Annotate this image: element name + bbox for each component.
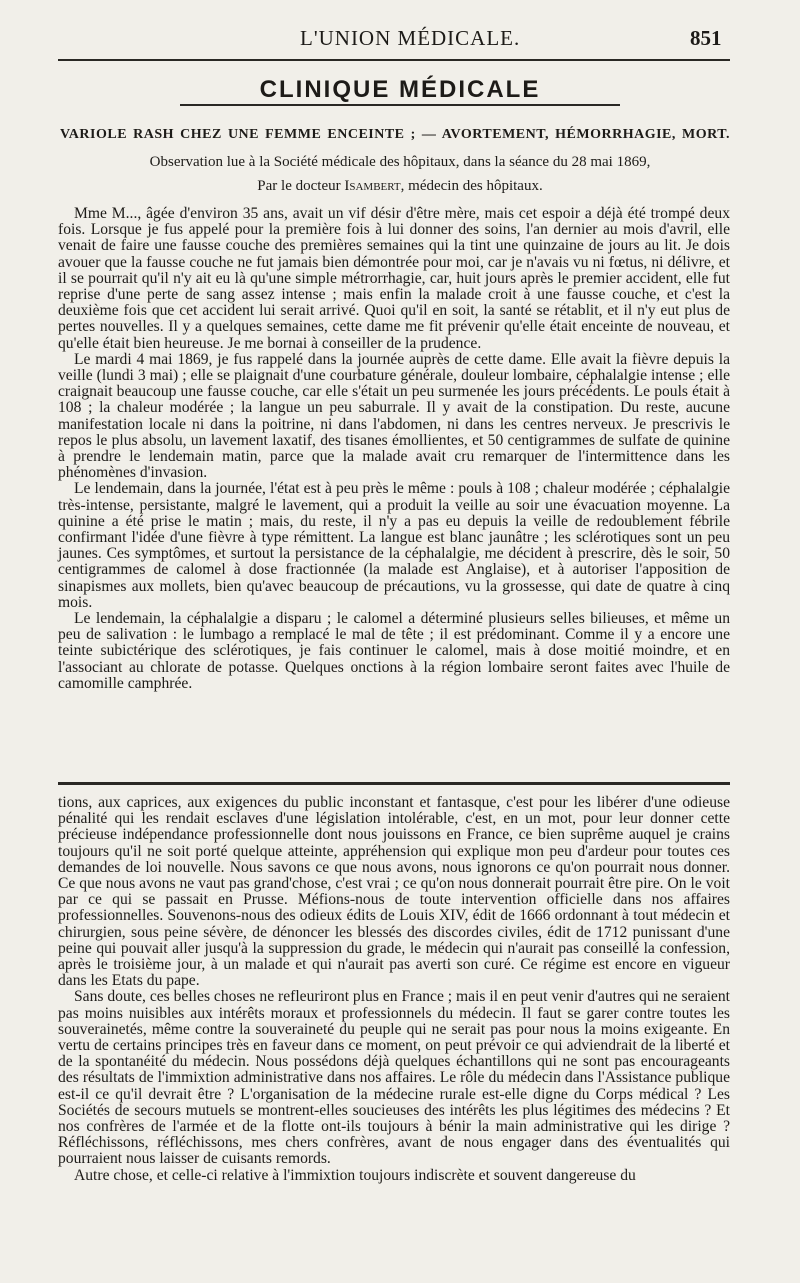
header-rule xyxy=(58,59,730,61)
byline-prefix: Par le docteur xyxy=(257,178,341,194)
paragraph: Autre chose, et celle-ci relative à l'immixtion toujours indiscrète et souvent dangereuse du xyxy=(74,1166,636,1184)
paragraph: Sans doute, ces belles choses ne refleuriront plus en France ; mais il en peut venir d'autres qui ne seraient pas moins nuisibles aux intérêts moraux et professionnels du médecin. Il faut se garer contre toutes les souverainetés, même contre la souveraineté du peuple qui ne serait pas pour nous la moins exigeante. En vertu de certains principes très en faveur dans ce moment, on peut prévoir ce qui adviendrait de la liberté et de la spontanéité du médecin. Nous possédons déjà quelques échantillons qui ne sont pas encourageants des résultats de l'immixtion administrative dans nos affaires. Le rôle du médecin dans l'Assistance publique est-il ce qu'il devrait être ? L'organisation de la médecine rurale est-elle digne du Corps médical ? Les Sociétés de secours mutuels se montrent-elles soucieuses des intérêts les plus légitimes des médecins ? Et nos confrères de l'armée et de la flotte ont-ils toujours à bénir la main administrative qui les dirige ? Réfléchissons, réfléchissons, mes chers confrères, avant de nous engager dans des éventualités qui pourraient nous laisser de cuisants remords. xyxy=(58,988,730,1168)
article-title: VARIOLE RASH CHEZ UNE FEMME ENCEINTE ; — AVORTEMENT, HÉMORRHAGIE, MORT. xyxy=(60,127,730,142)
paragraph: Le mardi 4 mai 1869, je fus rappelé dans la journée auprès de cette dame. Elle avait la fièvre depuis la veille (lundi 3 mai) ; elle se plaignait d'une courbature générale, douleur lombaire, céphalalgie intense ; elle craignait beaucoup une fausse couche, car elle s'était un peu surmenée les jours précédents. Le pouls était à 108 ; la chaleur modérée ; la langue un peu saburrale. Il y avait de la constipation. Du reste, aucune manifestation locale ni dans la poitrine, ni dans l'abdomen, ni dans les centres nerveux. Je prescrivis le repos le plus absolu, un lavement laxatif, des tisanes émollientes, et 50 centigrammes de sulfate de quinine à prendre le lendemain matin, parce que la malade avait cru remarquer de l'intermittence dans les phénomènes d'invasion. xyxy=(58,350,730,482)
column-divider-rule xyxy=(58,782,730,785)
section-heading: CLINIQUE MÉDICALE xyxy=(259,76,541,103)
byline-suffix: , médecin des hôpitaux. xyxy=(400,178,543,194)
article-byline xyxy=(0,178,800,195)
paragraph: Le lendemain, dans la journée, l'état est à peu près le même : pouls à 108 ; chaleur modérée ; céphalalgie très-intense, persistante, malgré le lavement, qui a produit la veille au soir une évacuation moyenne. La quinine a été prise le matin ; mais, du reste, il n'y a pas eu depuis la veille de redoublement fébrile confirmant l'idée d'une fièvre à type rémittent. La langue est blanc jaunâtre ; les sclérotiques sont un peu jaunes. Ces symptômes, et surtout la persistance de la céphalalgie, me décident à prescrire, dès le soir, 50 centigrammes de calomel à dose fractionnée (la malade est Anglaise), et à autoriser l'apposition de sinapismes aux mollets, bien qu'avec beaucoup de précautions, vu la grossesse, qui date de quatre à cinq mois. xyxy=(58,480,730,611)
page-number: 851 xyxy=(690,26,722,50)
journal-title: L'UNION MÉDICALE. xyxy=(300,26,521,50)
running-head xyxy=(0,26,800,56)
paragraph: tions, aux caprices, aux exigences du public inconstant et fantasque, c'est pour les libérer d'une odieuse pénalité qui les rendait esclaves d'une législation intolérable, c'est, en un mot, pour leur donner cette précieuse indépendance professionnelle dont nous jouissons en France, ce bien suprême auquel je crains toujours qu'il ne soit porté quelque atteinte, appréhension qui explique mon peu d'ardeur pour toutes ces demandes de loi nouvelle. Nous savons ce que nous avons, nous ignorons ce qu'on pourrait nous donner. Ce que nous avons ne vaut pas grand'chose, c'est vrai ; ce qu'on nous donnerait pourrait être pire. On le voit par ce qui se passait en Prusse. Méfions-nous de toute intervention officielle dans nos affaires professionnelles. Souvenons-nous des odieux édits de Louis XIV, édit de 1666 ordonnant à tout médecin et chirurgien, sous peine sévère, de dénoncer les blessés des discordes civiles, édit de 1712 punissant d'une peine qui pouvait aller jusqu'à la suppression du grade, le médecin qui n'aurait pas conseillé la confession, après le troisième jour, à un malade et qui n'aurait pas averti son curé. Ce régime est encore en vigueur dans les Etats du pape. xyxy=(58,794,730,990)
paragraph: Mme M..., âgée d'environ 35 ans, avait un vif désir d'être mère, mais cet espoir a déjà été trompé deux fois. Lorsque je fus appelé pour la première fois à lui donner des soins, l'an dernier au mois d'avril, elle venait de faire une fausse couche des premières semaines qui la tint une quinzaine de jours au lit. Je dois avouer que la fausse couche ne fut jamais bien démontrée pour moi, car je n'avais vu ni fœtus, ni délivre, et il se pourrait qu'il n'y ait eu là qu'une simple métrorrhagie, car, huit jours après le premier accident, elle fut reprise d'une perte de sang assez intense ; mais enfin la malade croit à une fausse couche, et c'est la deuxième fois que cet accident lui serait arrivé. Quoi qu'il en soit, la santé se rétablit, et il n'y eut plus de pertes nouvelles. Il y a quelques semaines, cette dame me fit prévenir qu'elle était enceinte de nouveau, et qu'elle était bien heureuse. Je me bornai à conseiller de la prudence. xyxy=(58,205,730,352)
paragraph: Le lendemain, la céphalalgie a disparu ; le calomel a déterminé plusieurs selles bilieuses, et même un peu de salivation : le lumbago a remplacé le mal de tête ; il est prédominant. Comme il y a encore une teinte subictérique des sclérotiques, je fais continuer le calomel, mais à dose moitié moindre, et en l'associant au chlorate de potasse. Quelques onctions à la région lombaire seront faites avec l'huile de camomille camphrée. xyxy=(58,610,730,692)
heading-rule xyxy=(180,104,620,106)
article-body xyxy=(58,206,730,692)
article-subtitle: Observation lue à la Société médicale des hôpitaux, dans la séance du 28 mai 1869, xyxy=(149,154,651,170)
byline-author: Isambert xyxy=(344,178,401,194)
continued-text xyxy=(58,795,730,1184)
